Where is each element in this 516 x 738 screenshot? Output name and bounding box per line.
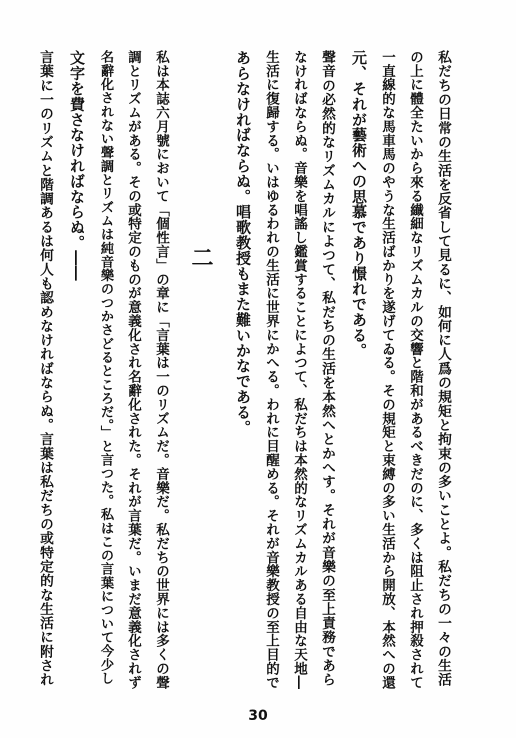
- text-line: 私だちの日常の生活を反省して見るに、如何に人爲の規矩と拘束の多いことよ。私だちの一々の生活: [435, 50, 451, 687]
- text-line: 私は本誌六月號において「個性言」の章に「言葉は一のリズムだ。音樂だ。私だちの世界には多くの聲: [153, 50, 169, 690]
- text-line: 元、それが藝術への思慕であり憬れである。: [350, 50, 368, 358]
- text-line: 一直線的な馬車馬のやうな生活ばかりを遂げてゐる。その規矩と束縛の多い生活から開放、本然への還: [379, 50, 395, 690]
- text-line: の上に體全たいから來る纎細なリズムカルの交響と階和があるべきだのに、多くは阻止され押殺されて: [407, 50, 423, 690]
- text-line: 調とリズムがある。その或特定のものが意義化され名辭化された。それが言葉だ。いまだ意義化されず: [125, 50, 141, 690]
- text-line: 名辭化されない聲調とリズムは純音樂のつかさどるところだ。」と言つた。私はこの言葉について今少し: [98, 50, 113, 685]
- text-line: 言葉に一のリズムと階調あるは何人も認めなければならぬ。言葉は私だちの或特定的な生活に附され: [37, 50, 53, 687]
- text-line: なければならぬ。音樂を唱謠し鑑賞することによつて、私だちは本然的なリズムカルある自由な天地―: [291, 50, 307, 690]
- section-number: 二: [188, 246, 214, 268]
- text-line: 文字を費さなければならぬ。――: [68, 50, 86, 281]
- text-line: 聲音の必然的なリズムカルによつて、私だちの生活を本然へとかへす。それが音樂の至上責務であら: [319, 50, 335, 687]
- text-line: あらなければならぬ。唱歌教授もまた難いかなである。: [234, 50, 252, 435]
- page-number: 30: [248, 708, 268, 724]
- text-line: 生活に復歸する。いはゆるわれの生活に世界にかへる。われに目醒める。それが音樂教授の至上目的で: [263, 50, 279, 690]
